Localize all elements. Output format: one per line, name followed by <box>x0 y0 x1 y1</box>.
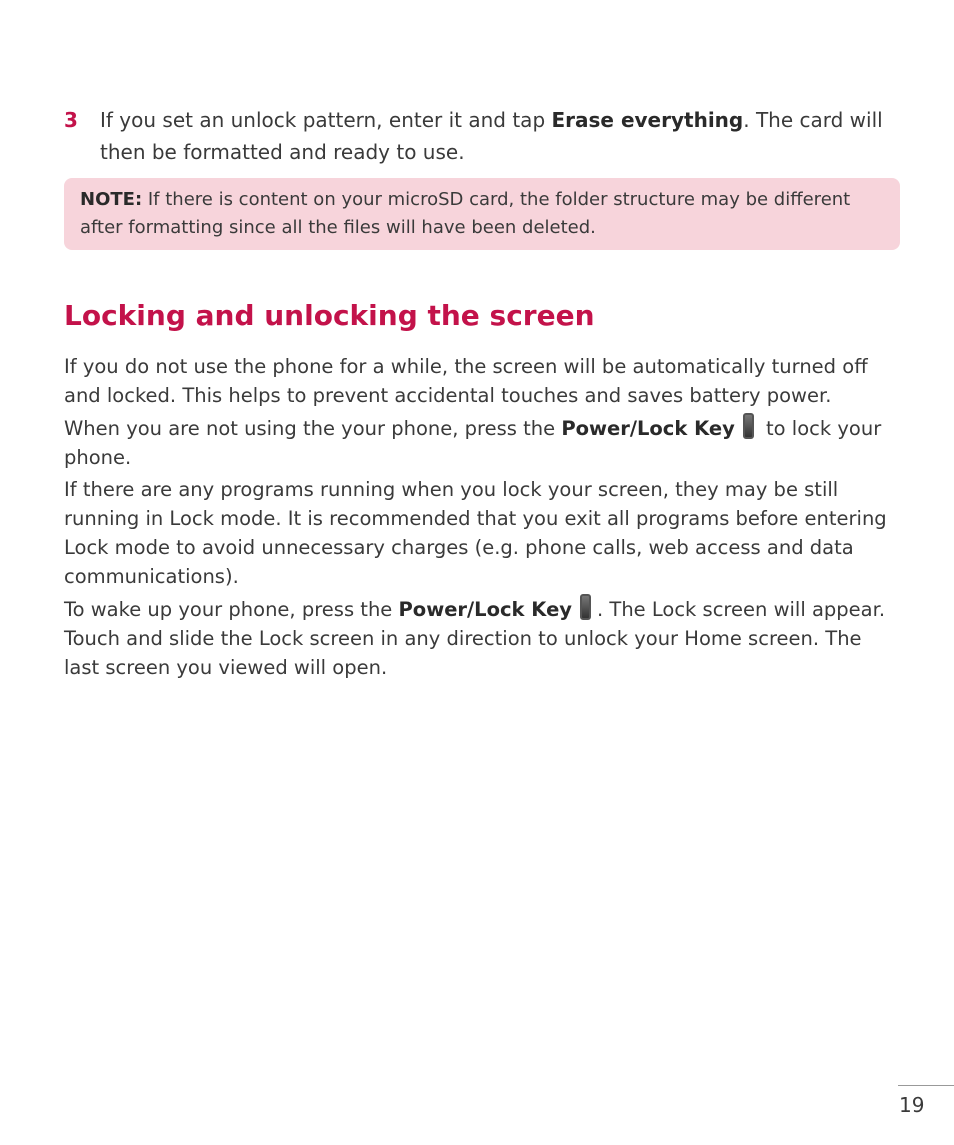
step-text <box>100 104 900 168</box>
page-number: 19 <box>899 1093 925 1117</box>
note-box <box>64 178 900 250</box>
power-lock-key-icon <box>743 413 754 439</box>
erase-everything-label: Erase everything <box>551 108 744 132</box>
paragraph-4-pre: To wake up your phone, press the <box>64 598 399 621</box>
power-lock-key-icon <box>580 594 591 620</box>
paragraph-4-post: . The Lock screen will appear. Touch and slide the Lock screen in any direction to unlock your Home screen. The last screen you viewed will open. <box>64 598 886 679</box>
footer-rule <box>898 1085 954 1086</box>
step-3 <box>64 104 900 168</box>
power-lock-key-label: Power/Lock Key <box>561 417 735 440</box>
paragraph-2 <box>64 413 900 472</box>
section-title: Locking and unlocking the screen <box>64 299 595 332</box>
paragraph-3: If there are any programs running when you lock your screen, they may be still running in Lock mode. It is recommended that you exit all programs before entering Lock mode to avoid unnecessary charges (e.g. phone calls, web access and data communications). <box>64 478 887 588</box>
paragraph-1: If you do not use the phone for a while, the screen will be automatically turned off and locked. This helps to prevent accidental touches and saves battery power. <box>64 355 868 407</box>
step-text-post: . The card will then be formatted and ready to use. <box>100 108 883 164</box>
step-number: 3 <box>64 108 78 132</box>
note-label: NOTE: <box>80 189 143 210</box>
paragraph-4 <box>64 594 900 682</box>
step-text-pre: If you set an unlock pattern, enter it and tap <box>100 108 552 132</box>
note-text: If there is content on your microSD card, the folder structure may be different after formatting since all the files will have been deleted. <box>80 189 851 238</box>
section-body <box>64 352 900 685</box>
power-lock-key-label: Power/Lock Key <box>398 598 573 621</box>
paragraph-2-post: to lock your phone. <box>64 417 882 469</box>
paragraph-2-pre: When you are not using the your phone, press the <box>64 417 562 440</box>
